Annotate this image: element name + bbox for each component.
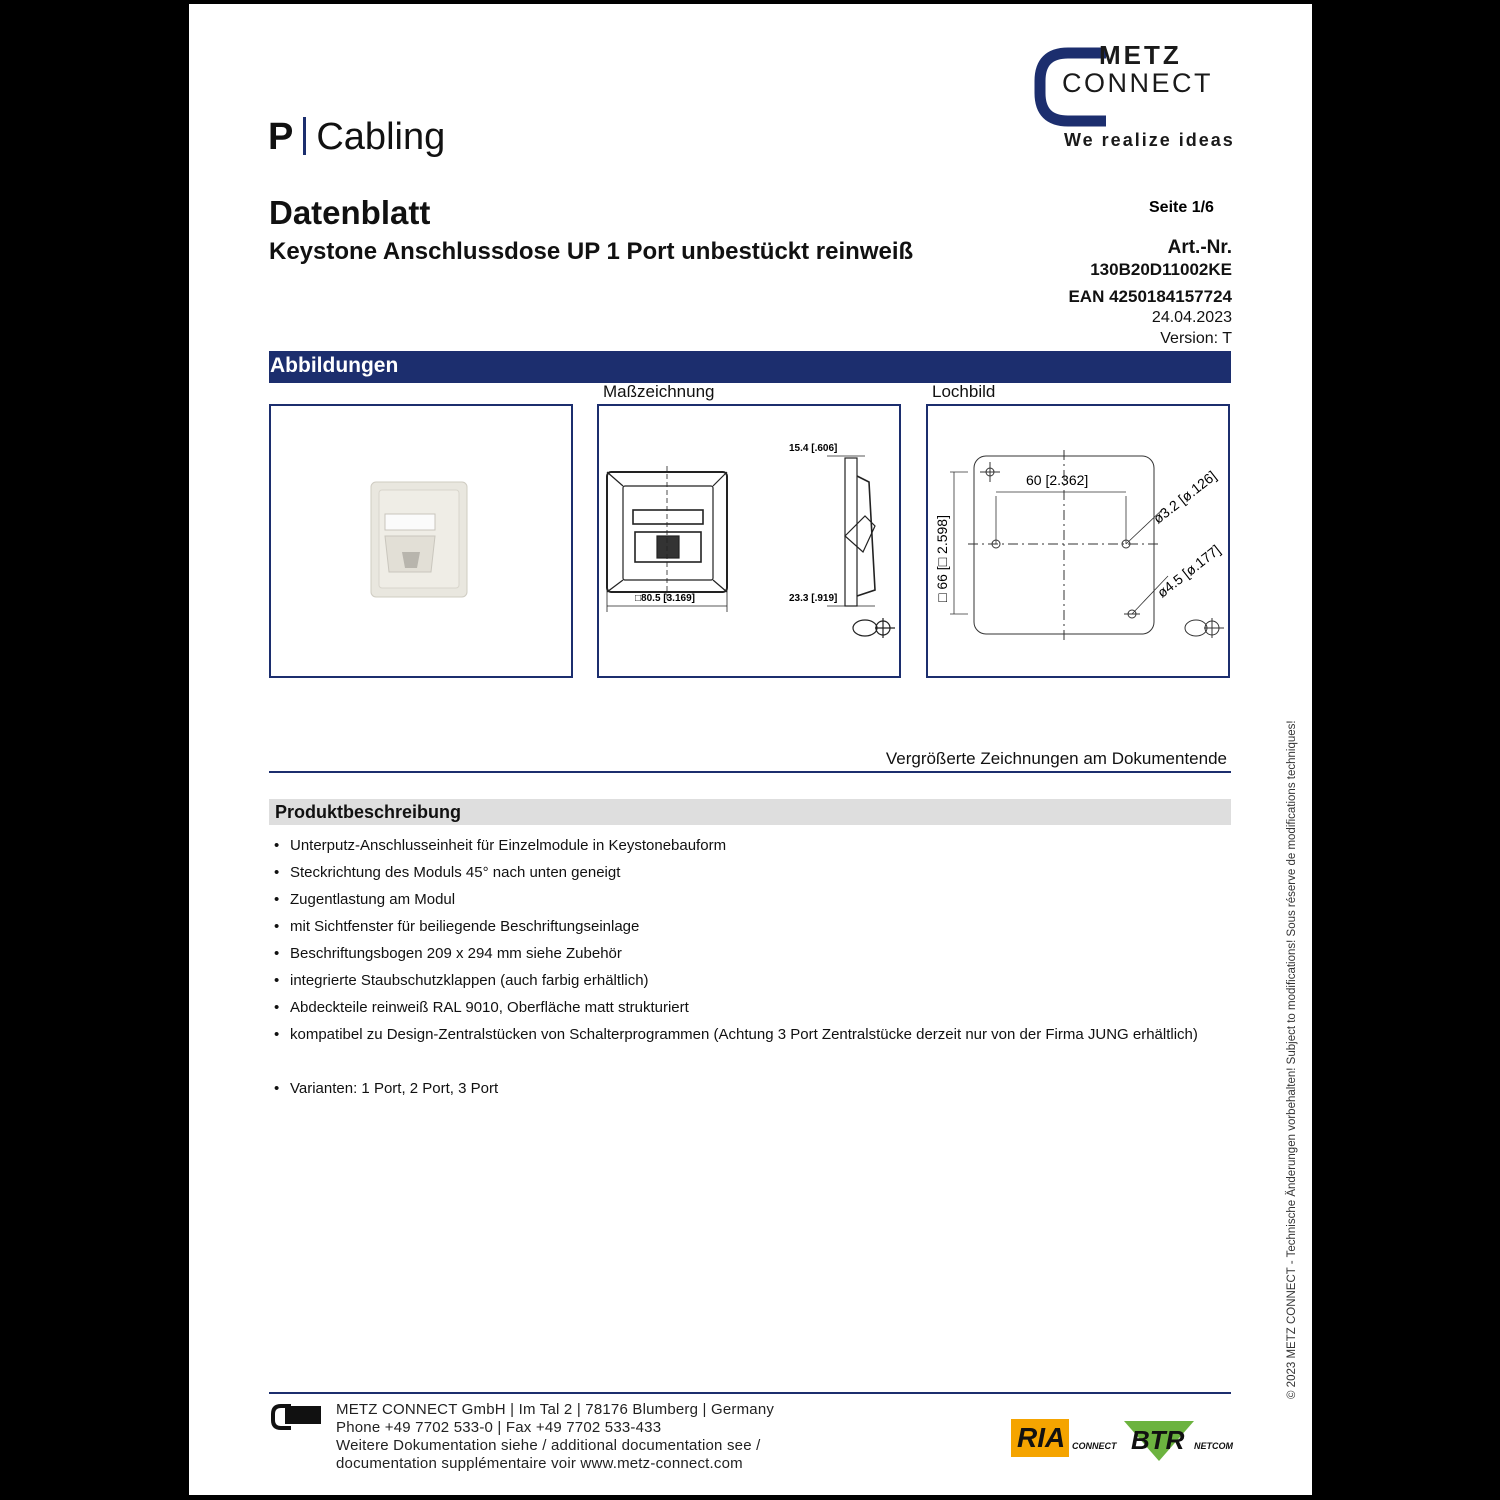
brand-slogan: We realize ideas <box>1064 130 1235 150</box>
footer-divider <box>269 1392 1231 1394</box>
ria-logo-subtext: CONNECT <box>1072 1441 1117 1451</box>
article-number-label: Art.-Nr. <box>1167 237 1232 258</box>
dimension-depth: 15.4 [.606] <box>789 443 838 454</box>
dimension-drawing <box>599 406 899 676</box>
description-list <box>269 832 1229 1102</box>
section-header-description <box>269 799 1231 825</box>
ria-logo-text: RIA <box>1017 1422 1066 1453</box>
product-line-divider <box>303 117 306 155</box>
drawings-note: Vergrößerte Zeichnungen am Dokumentende <box>885 749 1227 768</box>
section-title-images: Abbildungen <box>270 354 399 377</box>
btr-logo-text: BTR <box>1131 1425 1185 1455</box>
ria-connect-logo <box>1011 1419 1069 1457</box>
dimension-width: □80.5 [3.169] <box>635 593 695 604</box>
hole-pattern-frame <box>926 404 1230 678</box>
ean-code: EAN 4250184157724 <box>1068 287 1232 306</box>
brand-name-top: METZ <box>1099 40 1182 70</box>
list-item: • Beschriftungsbogen 209 x 294 mm siehe Zubehör <box>269 940 1229 967</box>
list-item: • kompatibel zu Design-Zentralstücken von Schalterprogrammen (Achtung 3 Port Zentralstücke derzeit nur von der Firma JUNG erhältlich) <box>269 1021 1229 1048</box>
list-item: • mit Sichtfenster für beiliegende Beschriftungseinlage <box>269 913 1229 940</box>
dimension-hole-small: ø3.2 [ø.126] <box>1150 467 1220 527</box>
section-title-description: Produktbeschreibung <box>275 802 462 822</box>
footer-phone: Phone +49 7702 533-0 | Fax +49 7702 533-433 <box>336 1419 662 1436</box>
footer-logo-icon <box>269 1402 323 1432</box>
footer-docs-line2[interactable]: documentation supplémentaire voir www.metz-connect.com <box>336 1455 743 1472</box>
list-item: • integrierte Staubschutzklappen (auch farbig erhältlich) <box>269 967 1229 994</box>
list-item: • Steckrichtung des Moduls 45° nach unten geneigt <box>269 859 1229 886</box>
list-item: • Varianten: 1 Port, 2 Port, 3 Port <box>269 1075 1229 1102</box>
document-version: Version: T <box>1160 330 1232 347</box>
section-header-images <box>269 351 1231 383</box>
list-item: • Zugentlastung am Modul <box>269 886 1229 913</box>
article-number: 130B20D11002KE <box>1090 260 1232 279</box>
dimension-square: □ 66 [□ 2.598] <box>934 515 950 602</box>
datasheet-page <box>189 4 1312 1495</box>
product-line-prefix: P <box>268 116 294 158</box>
product-photo-frame <box>269 404 573 678</box>
product-title: Keystone Anschlussdose UP 1 Port unbestückt reinweiß <box>269 238 914 265</box>
dimension-hole-large: ø4.5 [ø.177] <box>1154 541 1224 601</box>
btr-logo-subtext: NETCOM <box>1194 1441 1233 1451</box>
dimension-hole-pitch: 60 [2.362] <box>1026 472 1089 488</box>
product-photo <box>271 406 571 676</box>
caption-dimension-drawing: Maßzeichnung <box>603 382 715 401</box>
product-line-name: Cabling <box>316 116 446 158</box>
footer-address: METZ CONNECT GmbH | Im Tal 2 | 78176 Blumberg | Germany <box>336 1401 775 1418</box>
hole-pattern-drawing <box>928 406 1228 676</box>
list-item: • Unterputz-Anschlusseinheit für Einzelmodule in Keystonebauform <box>269 832 1229 859</box>
footer-docs-line1: Weitere Dokumentation siehe / additional documentation see / <box>336 1437 761 1454</box>
page-title: Datenblatt <box>269 194 431 231</box>
copyright-side-note: © 2023 METZ CONNECT - Technische Änderungen vorbehalten! Subject to modifications! Sous réserve de modifications techniques! <box>1286 720 1298 1399</box>
dimension-total-depth: 23.3 [.919] <box>789 593 838 604</box>
dimension-drawing-frame <box>597 404 901 678</box>
brand-name-bottom: CONNECT <box>1062 68 1213 98</box>
list-item: • Abdeckteile reinweiß RAL 9010, Oberfläche matt strukturiert <box>269 994 1229 1021</box>
caption-hole-pattern: Lochbild <box>932 382 996 401</box>
page-number: Seite 1/6 <box>1149 199 1214 216</box>
product-line <box>268 116 445 159</box>
divider <box>269 771 1231 773</box>
document-date: 24.04.2023 <box>1151 309 1232 326</box>
